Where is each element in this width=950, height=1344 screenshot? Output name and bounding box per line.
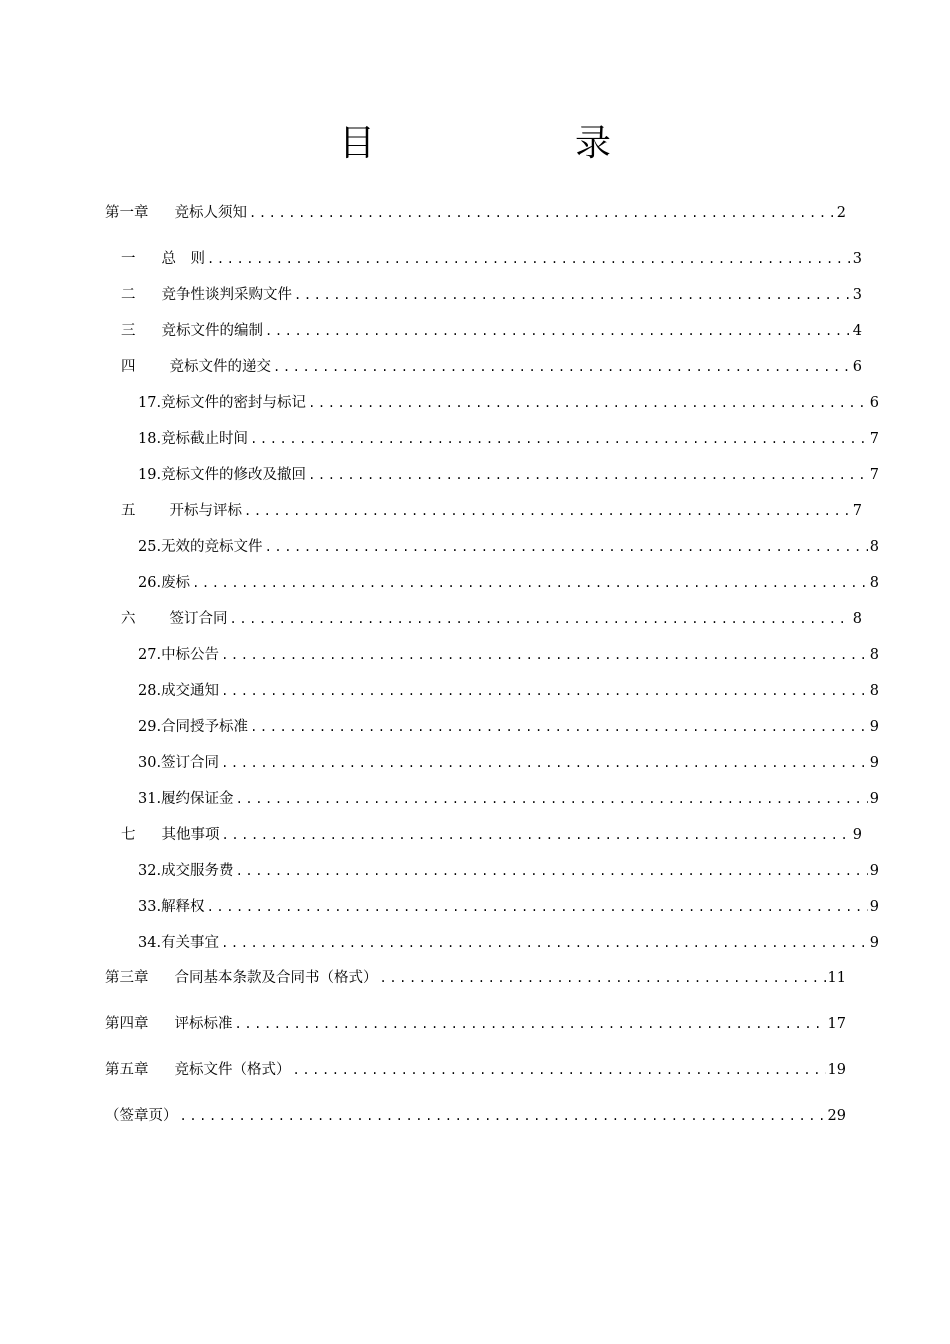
toc-entry-label: 开标与评标	[169, 503, 242, 519]
toc-entry-label: 履约保证金	[161, 791, 234, 807]
toc-entry[interactable]	[105, 499, 862, 521]
toc-entry[interactable]	[105, 1012, 846, 1034]
toc-page-number: 8	[869, 683, 879, 699]
toc-entry-number: 33.	[138, 899, 162, 915]
toc-entry-title	[121, 285, 292, 305]
toc-entry[interactable]	[105, 679, 879, 701]
toc-entry-title	[138, 789, 234, 809]
toc-entry-label: 成交通知	[161, 683, 220, 699]
toc-leader-dots	[250, 429, 868, 449]
toc-entry-label: 评标标准	[174, 1016, 233, 1032]
toc-entry-title	[138, 753, 219, 773]
toc-entry[interactable]	[105, 355, 862, 377]
toc-entry[interactable]	[105, 1104, 846, 1126]
toc-page-number: 9	[869, 791, 879, 807]
toc-entry[interactable]	[105, 201, 846, 223]
toc-entry-title	[138, 717, 248, 737]
toc-page-number: 11	[827, 970, 846, 986]
toc-entry[interactable]	[105, 535, 879, 557]
toc-leader-dots	[293, 1060, 826, 1080]
toc-entry-number: 30.	[138, 755, 162, 771]
toc-entry-label: 其他事项	[161, 827, 220, 843]
toc-entry-title	[138, 933, 219, 953]
toc-entry-title	[138, 465, 306, 485]
toc-entry-label: 解释权	[161, 899, 205, 915]
toc-entry-label: 成交服务费	[161, 863, 234, 879]
toc-entry[interactable]	[105, 643, 879, 665]
toc-leader-dots	[380, 968, 826, 988]
toc-entry[interactable]	[105, 715, 879, 737]
toc-entry-label: 合同基本条款及合同书（格式）	[174, 970, 378, 986]
toc-entry-title	[138, 537, 263, 557]
toc-entry-title	[121, 321, 263, 341]
toc-entry-number: 32.	[138, 863, 162, 879]
toc-entry-number: 34.	[138, 935, 162, 951]
toc-entry-number: 五	[121, 503, 136, 519]
toc-leader-dots	[308, 393, 868, 413]
toc-entry-number: 三	[121, 323, 136, 339]
toc-entry-title	[105, 1014, 233, 1034]
toc-entry-label: （签章页）	[105, 1108, 178, 1124]
toc-entry-label: 竞争性谈判采购文件	[161, 287, 292, 303]
toc-page-number: 7	[869, 431, 879, 447]
toc-entry[interactable]	[105, 823, 862, 845]
toc-entry-number: 一	[121, 251, 136, 267]
toc-page-number: 3	[852, 251, 862, 267]
toc-entry-number: 27.	[138, 647, 162, 663]
toc-entry-title	[138, 861, 234, 881]
toc-page-number: 9	[869, 899, 879, 915]
toc-entry-label: 废标	[161, 575, 191, 591]
toc-page-number: 7	[869, 467, 879, 483]
toc-entry-label: 有关事宜	[161, 935, 220, 951]
toc-entry-title	[105, 1060, 291, 1080]
toc-leader-dots	[249, 203, 835, 223]
toc-page-number: 9	[852, 827, 862, 843]
toc-leader-dots	[273, 357, 851, 377]
toc-entry-label: 竞标文件的修改及撤回	[161, 467, 307, 483]
toc-entry-number: 第五章	[105, 1062, 149, 1078]
toc-leader-dots	[265, 321, 851, 341]
toc-page-number: 6	[852, 359, 862, 375]
toc-page-number: 19	[827, 1062, 846, 1078]
toc-entry-number: 26.	[138, 575, 162, 591]
toc-page-number: 3	[852, 287, 862, 303]
toc-entry-number: 18.	[138, 431, 162, 447]
toc-entry-label: 竞标人须知	[174, 205, 247, 221]
toc-entry-title	[138, 645, 219, 665]
toc-entry[interactable]	[105, 1058, 846, 1080]
toc-page-number: 8	[852, 611, 862, 627]
toc-leader-dots	[221, 645, 868, 665]
toc-entry[interactable]	[105, 859, 879, 881]
toc-entry-title	[138, 573, 190, 593]
toc-entry[interactable]	[105, 571, 879, 593]
toc-entry-number: 17.	[138, 395, 162, 411]
toc-entry-title	[105, 1106, 178, 1126]
toc-entry[interactable]	[105, 247, 862, 269]
toc-entry-label: 竞标文件的递交	[169, 359, 271, 375]
toc-entry-title	[138, 429, 248, 449]
toc-leader-dots	[221, 753, 868, 773]
page-title: 目 录	[338, 123, 693, 164]
toc-entry[interactable]	[105, 427, 879, 449]
toc-entry[interactable]	[105, 895, 879, 917]
toc-leader-dots	[250, 717, 868, 737]
toc-leader-dots	[230, 609, 851, 629]
toc-page-number: 7	[852, 503, 862, 519]
toc-page-number: 9	[869, 719, 879, 735]
toc-entry-title	[138, 681, 219, 701]
toc-entry-number: 28.	[138, 683, 162, 699]
toc-entry-title	[121, 501, 242, 521]
toc-entry[interactable]	[105, 283, 862, 305]
toc-entry-number: 31.	[138, 791, 162, 807]
toc-entry-number: 第三章	[105, 970, 149, 986]
toc-leader-dots	[207, 897, 868, 917]
toc-page-number: 8	[869, 647, 879, 663]
toc-entry-number: 四	[121, 359, 136, 375]
toc-entry-label: 中标公告	[161, 647, 220, 663]
toc-leader-dots	[235, 1014, 826, 1034]
toc-entry[interactable]	[105, 607, 862, 629]
toc-entry[interactable]	[105, 319, 862, 341]
toc-leader-dots	[221, 681, 868, 701]
toc-leader-dots	[236, 861, 868, 881]
toc-leader-dots	[180, 1106, 826, 1126]
toc-entry-label: 竞标文件的编制	[161, 323, 263, 339]
toc-leader-dots	[308, 465, 868, 485]
toc-page-number: 9	[869, 863, 879, 879]
toc-entry[interactable]	[105, 463, 879, 485]
toc-page-number: 6	[869, 395, 879, 411]
toc-page-number: 4	[852, 323, 862, 339]
toc-leader-dots	[221, 933, 868, 953]
toc-entry-title	[105, 203, 247, 223]
toc-leader-dots	[294, 285, 851, 305]
toc-entry-title	[105, 968, 378, 988]
toc-page-number: 8	[869, 575, 879, 591]
toc-leader-dots	[222, 825, 851, 845]
toc-entry-label: 签订合同	[169, 611, 228, 627]
toc-entry-label: 合同授予标准	[161, 719, 249, 735]
toc-entry[interactable]	[105, 966, 846, 988]
toc-entry[interactable]	[105, 931, 879, 953]
toc-page-number: 17	[827, 1016, 846, 1032]
toc-leader-dots	[207, 249, 851, 269]
toc-entry-title	[138, 897, 205, 917]
toc-entry-label: 竞标文件的密封与标记	[161, 395, 307, 411]
toc-entry-title	[121, 249, 205, 269]
toc-entry-number: 第四章	[105, 1016, 149, 1032]
toc-entry-number: 六	[121, 611, 136, 627]
toc-entry-label: 签订合同	[161, 755, 220, 771]
toc-entry-number: 19.	[138, 467, 162, 483]
toc-entry[interactable]	[105, 751, 879, 773]
toc-entry-label: 竞标文件（格式）	[174, 1062, 291, 1078]
toc-page-number: 2	[836, 205, 846, 221]
toc-entry-title	[121, 609, 228, 629]
toc-entry-number: 25.	[138, 539, 162, 555]
toc-entry-label: 总 则	[161, 251, 205, 267]
toc-page-number: 29	[827, 1108, 846, 1124]
toc-leader-dots	[236, 789, 868, 809]
toc-leader-dots	[244, 501, 851, 521]
toc-entry-number: 二	[121, 287, 136, 303]
toc-entry-title	[138, 393, 306, 413]
toc-entry-number: 29.	[138, 719, 162, 735]
toc-entry-title	[121, 357, 271, 377]
toc-leader-dots	[192, 573, 868, 593]
toc-leader-dots	[265, 537, 868, 557]
toc-entry-number: 第一章	[105, 205, 149, 221]
toc-page-number: 9	[869, 755, 879, 771]
toc-page-number: 8	[869, 539, 879, 555]
toc-entry-title	[121, 825, 220, 845]
toc-entry-label: 竞标截止时间	[161, 431, 249, 447]
toc-entry-number: 七	[121, 827, 136, 843]
toc-entry[interactable]	[105, 787, 879, 809]
toc-entry[interactable]	[105, 391, 879, 413]
toc-entry-label: 无效的竞标文件	[161, 539, 263, 555]
toc-page-number: 9	[869, 935, 879, 951]
